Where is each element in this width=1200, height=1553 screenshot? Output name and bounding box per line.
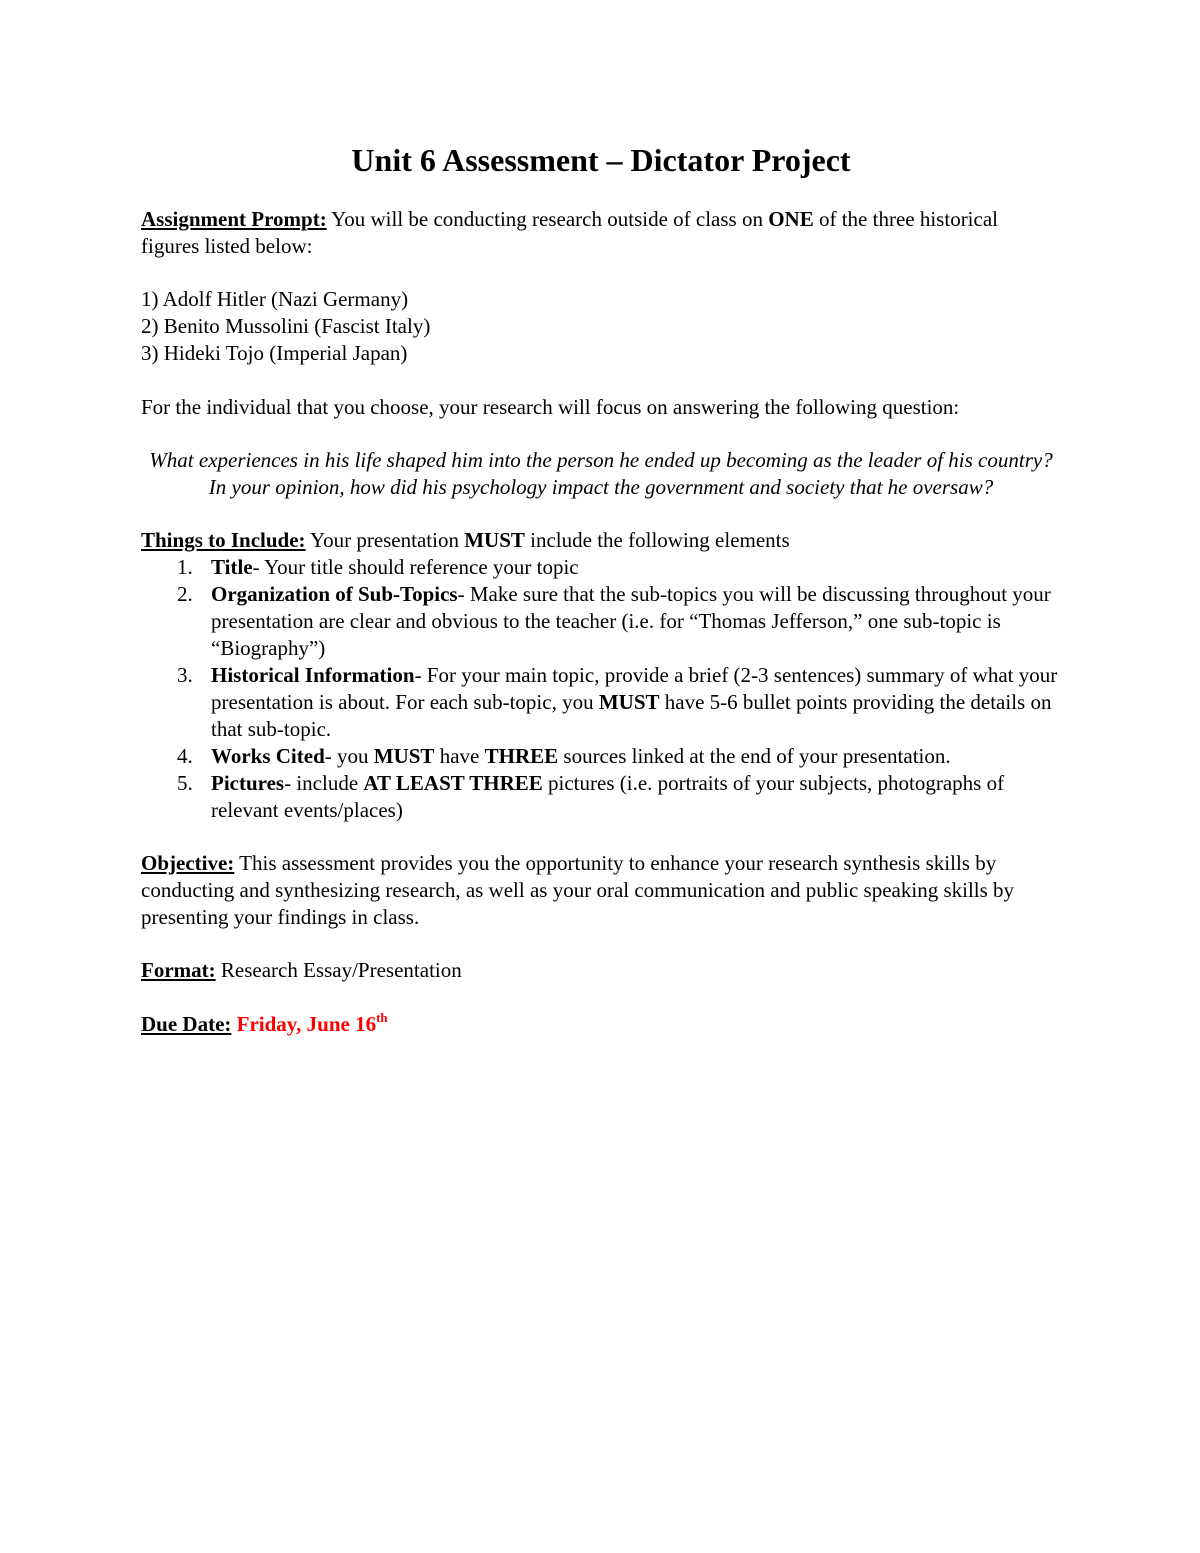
assignment-prompt-text-before: You will be conducting research outside of class on [326, 207, 769, 231]
assignment-prompt-emphasis: ONE [768, 207, 814, 231]
list-item-text: - Your title should reference your topic [252, 555, 579, 579]
things-to-include-text-after: include the following elements [524, 528, 790, 552]
list-item-text: - Make sure that the sub-topics you will be discussing throughout your presentation are clear and obvious to the teacher (i.e. for “Thomas Jefferson,” one sub-topic is “Biography”) [211, 582, 1051, 660]
list-item [141, 662, 1061, 743]
list-item-text-mid: have [434, 744, 485, 768]
things-to-include-text-before: Your presentation [305, 528, 465, 552]
list-item [141, 743, 1061, 770]
list-item-name: Historical Information [211, 663, 415, 687]
list-item-text: - include [284, 771, 364, 795]
list-item-number: 4. [177, 744, 193, 768]
format-label: Format: [141, 958, 216, 982]
objective-text: This assessment provides you the opportunity to enhance your research synthesis skills by conducting and synthesizing research, as well as your oral communication and public speaking skills by presenting your findings in class. [141, 851, 1015, 929]
due-date-suffix: th [376, 1010, 388, 1025]
list-item-number: 2. [177, 582, 193, 606]
due-date-label: Due Date: [141, 1012, 232, 1036]
things-to-include [141, 527, 1061, 554]
list-item-text: - you [324, 744, 374, 768]
things-to-include-emphasis: MUST [464, 528, 525, 552]
assignment-prompt-text-after: of the three historical figures listed below: [141, 207, 998, 258]
due-date-value [237, 1012, 388, 1036]
list-item-emphasis: MUST [598, 690, 660, 714]
focus-text: For the individual that you choose, your research will focus on answering the following question: [141, 395, 960, 419]
list-item-name: Organization of Sub-Topics [211, 582, 458, 606]
due-date-value-text: Friday, June 16 [236, 1012, 377, 1036]
list-item-emphasis: AT LEAST THREE [363, 771, 543, 795]
format [141, 957, 1061, 984]
required-elements-list [141, 554, 1061, 824]
list-item-name: Title [211, 555, 253, 579]
list-item-text-after: have 5-6 bullet points providing the details on that sub-topic. [211, 690, 1052, 741]
figure-item: 3) Hideki Tojo (Imperial Japan) [141, 341, 408, 365]
research-question: What experiences in his life shaped him into the person he ended up becoming as the leader of his country? In your opinion, how did his psychology impact the government and society that he oversaw? [149, 448, 1053, 499]
list-item [141, 770, 1061, 824]
list-item-name: Works Cited [211, 744, 325, 768]
list-item-emphasis: THREE [484, 744, 559, 768]
list-item-text-after: pictures (i.e. portraits of your subjects, photographs of relevant events/places) [211, 771, 1005, 822]
format-text: Research Essay/Presentation [215, 958, 462, 982]
figure-item: 2) Benito Mussolini (Fascist Italy) [141, 314, 431, 338]
list-item-number: 5. [177, 771, 193, 795]
list-item-number: 3. [177, 663, 193, 687]
list-item [141, 581, 1061, 662]
assignment-prompt [141, 206, 1061, 260]
list-item-text-after: sources linked at the end of your presentation. [558, 744, 951, 768]
document-page [141, 140, 1061, 1038]
list-item-name: Pictures [211, 771, 285, 795]
figure-item: 1) Adolf Hitler (Nazi Germany) [141, 287, 409, 311]
list-item-number: 1. [177, 555, 193, 579]
list-item-emphasis: MUST [373, 744, 435, 768]
assignment-prompt-label: Assignment Prompt: [141, 207, 327, 231]
document-title: Unit 6 Assessment – Dictator Project [351, 142, 851, 178]
things-to-include-label: Things to Include: [141, 528, 306, 552]
objective [141, 850, 1061, 931]
due-date [141, 1011, 1061, 1038]
list-item [141, 554, 1061, 581]
objective-label: Objective: [141, 851, 235, 875]
historical-figures-list [141, 286, 1061, 367]
list-item-text: - For your main topic, provide a brief (2-3 sentences) summary of what your presentation is about. For each sub-topic, you [211, 663, 1058, 714]
